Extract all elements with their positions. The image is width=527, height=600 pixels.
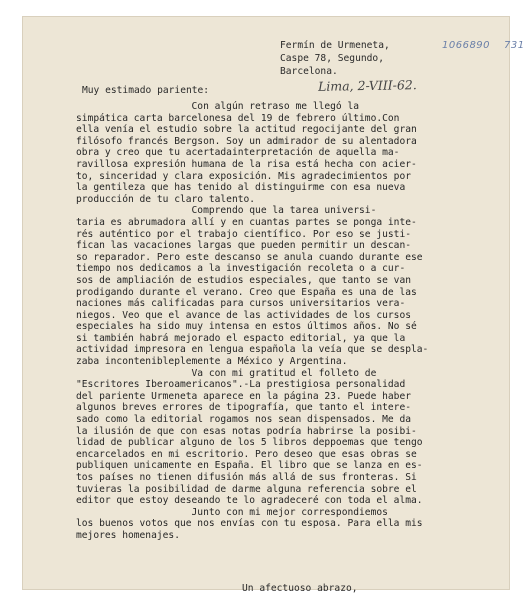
letter-line: Comprendo que la tarea universi- [76, 205, 377, 217]
address-line: Caspe 78, Segundo, [280, 52, 384, 64]
recipient-address [280, 40, 390, 78]
letter-line: del pariente Urmeneta aparece en la página 23. Puede haber [76, 390, 412, 402]
letter-line: "Escritores Iberoamericanos".-La prestigiosa personalidad [76, 379, 406, 391]
letter-line: zaba incontenibleplemente a México y Argentina. [76, 356, 348, 368]
letter-line: especiales ha sido muy intensa en estos últimos años. No sé [76, 321, 417, 333]
letter-line: naciones más calificadas para cursos universitarios vera- [76, 298, 406, 310]
letter-line: tos países no tienen difusión más allá de sus fronteras. Si [76, 472, 417, 483]
address-line: Barcelona. [280, 65, 338, 77]
letter-line: la gentileza que has tenido al distinguirme con esa nueva [76, 182, 406, 194]
archive-reference-number: 1066890 [442, 40, 491, 51]
letter-line: filósofo francés Bergson. Soy un admirador de su alentadora [76, 135, 417, 147]
letter-line: publiquen unicamente en España. El libro que se lanza en es- [76, 460, 423, 472]
letter-line: niegos. Veo que el avance de las actividades de los cursos [76, 309, 412, 321]
letter-line: Con algún retraso me llegó la [76, 101, 360, 112]
letter-line: actividad impresora en lengua española la veía que se despla- [76, 344, 429, 356]
letter-line: si también habrá mejorado el espacto editorial, ya que la [76, 332, 406, 344]
handwritten-date: Lima, 2-VIII-62. [317, 77, 417, 94]
archive-folio-number: 731 [504, 40, 525, 51]
address-line: Fermín de Urmeneta, [280, 40, 390, 51]
letter-line: Va con mi gratitud el folleto de [76, 367, 377, 379]
letter-line: mejores homenajes. [76, 529, 180, 541]
letter-line: to, sinceridad y clara exposición. Mis agradecimientos por [76, 170, 412, 182]
letter-line: lidad de publicar alguno de los 5 libros deppoemas que tengo [76, 437, 423, 449]
closing: Un afectuoso abrazo, [242, 583, 358, 594]
letter-line: fican las vacaciones largas que pueden permitir un descan- [76, 240, 412, 252]
letter-line: rés auténtico por el trabajo científico. Por eso se justi- [76, 228, 412, 240]
salutation: Muy estimado pariente: [82, 85, 210, 96]
letter-body [76, 101, 516, 542]
letter-line: taria es abrumadora allí y en cuantas partes se ponga inte- [76, 216, 417, 228]
letter-line: algunos breves errores de tipografía, que tanto el intere- [76, 402, 412, 414]
letter-line: tiempo nos dedicamos a la investigación recoleta o a cur- [76, 263, 406, 275]
letter-line: sos de ampliación de estudios especiales, que tanto se van [76, 274, 412, 286]
letter-line: producción de tu claro talento. [76, 193, 256, 205]
letter-line: obra y creo que tu acertadainterpretación de aquella ma- [76, 147, 400, 159]
letter-line: prodigando durante el verano. Creo que España es una de las [76, 286, 417, 298]
letter-line: ella venía el estudio sobre la actitud regocijante del gran [76, 124, 417, 136]
letter-line: simpática carta barcelonesa del 19 de febrero último.Con [76, 112, 400, 124]
letter-page [22, 16, 525, 594]
letter-line: encarcelados en mi escritorio. Pero deseo que esas obras se [76, 448, 417, 460]
letter-line: la ilusión de que con esas notas podría habrirse la posibi- [76, 425, 417, 437]
letter-line: ravillosa expresión humana de la risa está hecha con acier- [76, 158, 417, 170]
letter-line: editor que estoy deseando te lo agradeceré con toda el alma. [76, 495, 423, 507]
letter-line: tuvieras la posibilidad de darme alguna referencia sobre el [76, 483, 417, 495]
letter-line: Junto con mi mejor correspondiemos [76, 506, 388, 518]
letter-line: los buenos votos que nos envías con tu esposa. Para ella mis [76, 518, 423, 530]
letter-line: so reparador. Pero este descanso se anula cuando durante ese [76, 251, 423, 263]
letter-line: sado como la editorial rogamos nos sean dispensados. Me da [76, 414, 412, 426]
